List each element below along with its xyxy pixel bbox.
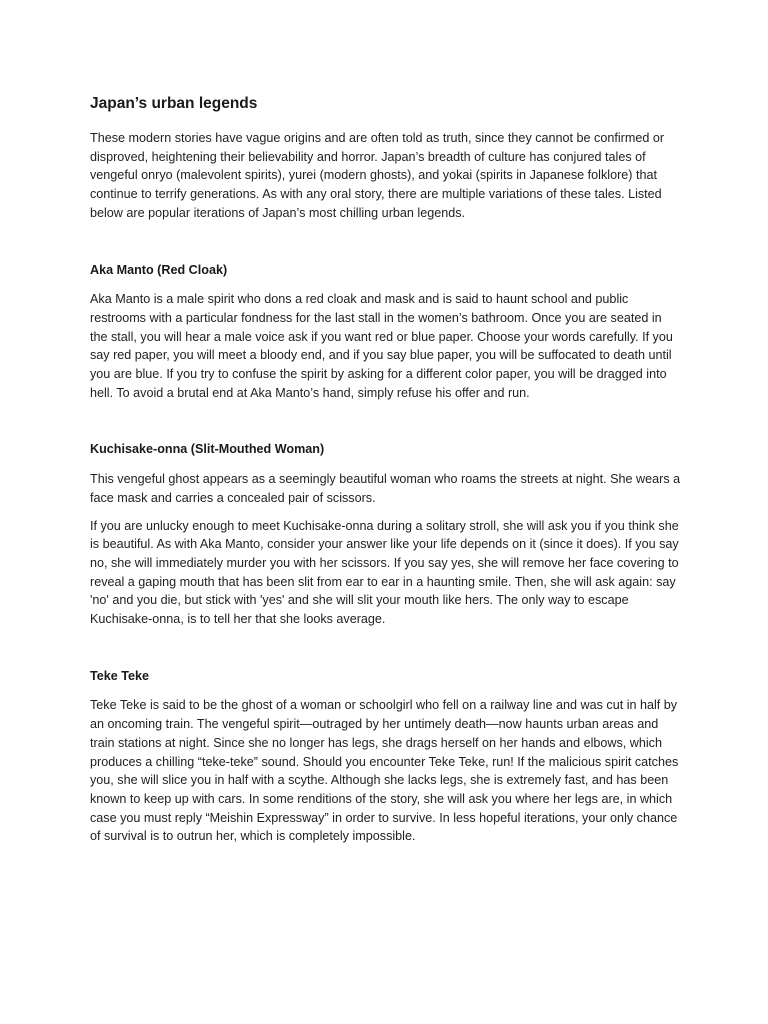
section-heading: Teke Teke — [90, 668, 150, 683]
section-heading: Kuchisake-onna (Slit-Mouthed Woman) — [90, 442, 325, 457]
section-paragraph: Aka Manto is a male spirit who dons a red cloak and mask and is said to haunt school and public restrooms with a particular fondness for the last stall in the women’s bathroom. Once you are seated in the stall, you will hear a male voice ask if you want red or blue paper. Choose your words carefully. If you say red paper, you will meet a bloody end, and if you say blue paper, you will be suffocated to death until you are blue. If you try to confuse the spirit by asking for a different color paper, you will be dragged into hell. To avoid a brutal end at Aka Manto’s hand, simply refuse his offer and run. — [90, 292, 673, 400]
section-kuchisake-onna — [90, 440, 682, 628]
section-heading: Aka Manto (Red Cloak) — [90, 262, 228, 277]
section-teke-teke — [90, 667, 682, 846]
section-paragraph: Teke Teke is said to be the ghost of a woman or schoolgirl who fell on a railway line and was cut in half by an oncoming train. The vengeful spirit—outraged by her untimely death—now haunts urban areas and train stations at night. Since she no longer has legs, she drags herself on her hands and elbows, which produces a chilling “teke-teke” sound. Should you encounter Teke Teke, run! If the malicious spirit catches you, she will slice you in half with a scythe. Although she lacks legs, she is extremely fast, and has been known to keep up with cars. In some renditions of the story, she will ask you where her legs are, in which case you must reply “Meishin Expressway” in order to survive. In less hopeful iterations, your only chance of survival is to outrun her, which is completely impossible. — [90, 698, 679, 844]
document-title: Japan’s urban legends — [90, 95, 258, 112]
intro-paragraph: These modern stories have vague origins and are often told as truth, since they cannot be confirmed or disproved, heightening their believability and horror. Japan’s breadth of culture has conjured tales of vengeful onryo (malevolent spirits), yurei (modern ghosts), and yokai (spirits in Japanese folklore) that continue to terrify generations. As with any oral story, there are multiple variations of these tales. Listed below are popular iterations of Japan’s most chilling urban legends. — [90, 131, 665, 220]
document-content — [90, 92, 682, 846]
section-paragraph: If you are unlucky enough to meet Kuchisake-onna during a solitary stroll, she will ask you if you think she is beautiful. As with Aka Manto, consider your answer like your life depends on it (since it does). If you say no, she will immediately murder you with her scissors. If you say yes, she will remove her face covering to reveal a gaping mouth that has been slit from ear to ear in a haunting smile. Then, she will ask again: say 'no' and you die, but stick with 'yes' and she will slit your mouth like hers. The only way to escape Kuchisake-onna, is to tell her that she looks average. — [90, 518, 679, 627]
section-paragraph: This vengeful ghost appears as a seemingly beautiful woman who roams the streets at night. She wears a face mask and carries a concealed pair of scissors. — [90, 472, 681, 505]
section-aka-manto — [90, 261, 682, 403]
